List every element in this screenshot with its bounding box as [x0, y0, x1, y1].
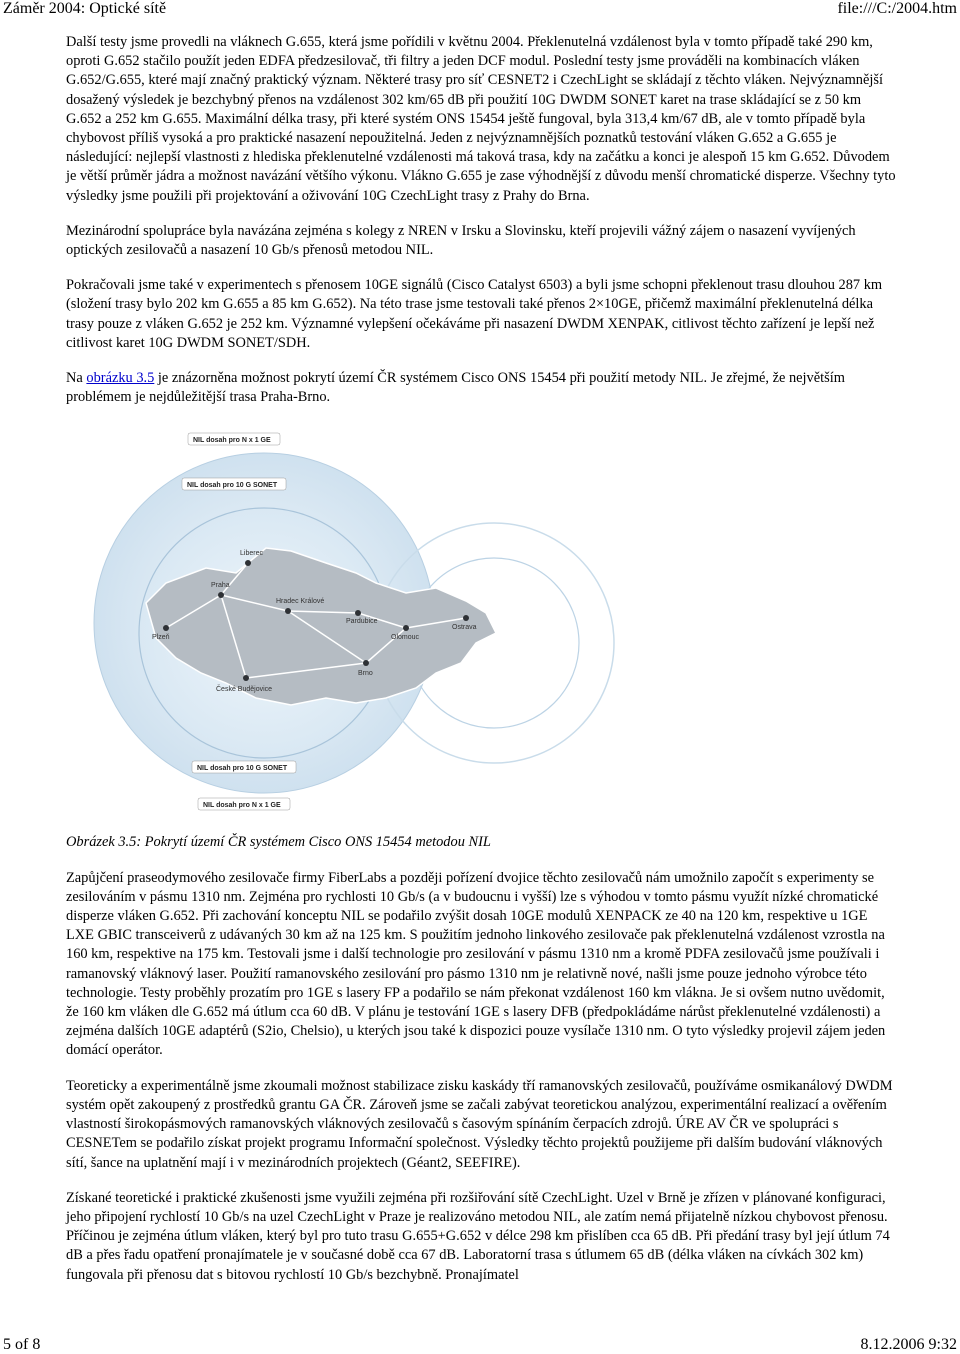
city-label-brno: Brno	[358, 670, 373, 678]
paragraph-cooperation: Mezinárodní spolupráce byla navázána zejména s kolegy z NREN v Irsku a Slovinsku, kteří projevili vážný zájem o nasazení vyvíjených optických zesilovačů a nasazení 10 Gb/s přenosů metodou NIL.	[66, 222, 856, 259]
paragraph-figure-reference	[66, 369, 896, 407]
paragraph-text-before: Na	[66, 370, 87, 387]
footer-datetime: 8.12.2006 9:32	[860, 1336, 957, 1353]
figure-caption: Obrázek 3.5: Pokrytí území ČR systémem Cisco ONS 15454 metodou NIL	[66, 834, 491, 851]
footer-page-number: 5 of 8	[3, 1336, 41, 1353]
paragraph-tests-g655: Další testy jsme provedli na vláknech G.655, která jsme pořídili v květnu 2004. Překlenutelná vzdálenost byla v tomto případě také 290 km, oproti G.652 stačilo použít jeden EDFA předzesilovač, tři filtry a jeden DCF modul. Poslední testy jsme prováděli na kombinacích vláken G.652/G.655, které mají značný praktický význam. Některé trasy pro síť CESNET2 i CzechLight se skládají z těchto vláken. Nejvýznamnější dosažený výsledek je bezchybný přenos na vzdálenost 302 km/65 dB při použití 10G DWDM SONET karet na trase skládající se z 50 km G.652 a 252 km G.655. Maximální délka trasy, při které systém ONS 15454 ještě fungoval, byla 313,4 km/67 dB, ale v tomto případě byla chybovost příliš vysoká a pro praktické nasazení nepoužitelná. Jeden z nejvýznamnějších poznatků testování vláken G.652 a G.655 je následující: nejlepší vlastnosti z hlediska překlenutelné vzdálenosti má taková trasa, kdy na začátku a konci je alespoň 15 km G.652. Důvodem je větší průměr jádra a možnost navázání většího výkonu. Vlákno G.655 je zase výhodnější z důvodu menší chromatické disperze. Všechny tyto výsledky jsme použili při projektování a oživování 10G CzechLight trasy z Prahy do Brna.	[66, 34, 896, 204]
city-label-praha: Praha	[211, 582, 230, 590]
label-n-x-1ge-bottom: NIL dosah pro N x 1 GE	[203, 802, 281, 810]
label-n-x-1ge-top: NIL dosah pro N x 1 GE	[193, 437, 271, 445]
city-label-liberec: Liberec	[240, 550, 263, 558]
header-url: file:///C:/2004.htm	[837, 0, 957, 17]
label-10g-sonet-top: NIL dosah pro 10 G SONET	[187, 482, 278, 490]
city-label-budejovice: České Budějovice	[216, 686, 273, 694]
coverage-map	[76, 423, 636, 823]
paragraph-raman-research: Teoreticky a experimentálně jsme zkoumali možnost stabilizace zisku kaskády tří ramanovských zesilovačů, používáme osmikanálový DWDM systém opět zakoupený z prostředků grantu GA ČR. Zároveň jsme se začali zabývat teoretickou analýzou, experimentální realizací a ověřením vlastností širokopásmových ramanovských vláknových zesilovačů s časovým spínáním čerpacích zdrojů. ÚRE AV ČR ve spolupráci s CESNETem se podařilo získat projekt programu Informační společnost. Výsledky těchto projektů použijeme při dalším budování vláknových sítí, šance na uplatnění mají i v mezinárodních projektech (Géant2, SEEFIRE).	[66, 1077, 893, 1171]
document-body	[66, 33, 896, 1301]
city-label-ostrava: Ostrava	[452, 624, 477, 632]
label-10g-sonet-bottom: NIL dosah pro 10 G SONET	[197, 765, 288, 773]
city-label-olomouc: Olomouc	[391, 634, 420, 642]
paragraph-pdfa-experiments: Zapůjčení praseodymového zesilovače firmy FiberLabs a později pořízení dvojice těchto zesilovačů nám umožnilo započít s experimenty se zesilováním v pásmu 1310 nm. Zejména pro rychlosti 10 Gb/s (a v budoucnu i vyšší) lze s výhodou v tomto pásmu využít nízké chromatické disperze vláken G.652. Při zachování konceptu NIL se podařilo zvýšit dosah 10GE modulů XENPACK ze 40 na 120 km, respektive u 1GE LXE GBIC transceiverů z udávaných 30 km až na 125 km. S použitím jednoho linkového zesilovače pak překlenutelná vzdálenost vzrostla na 160 km, respektive na 175 km. Testovali jsme i další technologie pro zesilování v pásmu 1310 nm a kromě PDFA zesilovačů jsme používali i ramanovský vláknový laser. Použití ramanovského zesilování pro pásmo 1310 nm je relativně nové, našli jsme pouze jednoho výrobce této technologie. Testy proběhly prozatím pro 1GE s lasery FP a podařilo se nám překonat vzdálenost 160 km vlákna. Je si ovšem nutno uvědomit, že 160 km vláken dle G.652 má útlum cca 60 dB. V plánu je testování 1GE s lasery DFB (předpokládáme nárůst překlenutelné vzdálenosti) a zejména dalších 10GE adaptérů (S2io, Chelsio), u kterých jsou také k dispozici pouze vysílače 1310 nm. O tyto výsledky projevil zájem jeden domácí operátor.	[66, 869, 886, 1059]
paragraph-text-after: je znázorněna možnost pokrytí území ČR systémem Cisco ONS 15454 při použití metody NIL. Je zřejmé, že největším problémem je nejdůležitější trasa Praha-Brno.	[66, 370, 845, 406]
paragraph-10ge-experiments: Pokračovali jsme také v experimentech s přenosem 10GE signálů (Cisco Catalyst 6503) a byli jsme schopni překlenout trasu dlouhou 287 km (složení trasy bylo 202 km G.655 a 85 km G.652). Na této trase jsme testovali také přenos 2×10GE, přičemž maximální překlenutelná délka trasy pouze z vláken G.652 je 252 km. Významné vylepšení očekáváme při nasazení DWDM XENPAK, citlivost těchto zařízení je lepší než citlivost karet 10G DWDM SONET/SDH.	[66, 277, 883, 351]
figure-link[interactable]: obrázku 3.5	[86, 370, 155, 387]
city-label-plzen: Plzeň	[152, 634, 170, 642]
paragraph-czechlight-extension: Získané teoretické i praktické zkušenosti jsme využili zejména při rozšiřování sítě CzechLight. Uzel v Brně je zřízen v plánované konfiguraci, jeho připojení rychlostí 10 Gb/s na uzel CzechLight v Praze je realizováno metodou NIL, ale zatím nemá přijatelně nízkou chybovost přenosu. Příčinou je zejména útlum vláken, který byl pro tuto trasu G.655+G.652 v délce 298 km přislíben cca 65 dB. Při předání trasy byl její útlum 74 dB a přes řadu opatření pronajímatele je v současné době cca 67 dB. Laboratorní trasa s útlumem 65 dB (délka vláken na cívkách 302 km) fungovala při přenosu dat s bitovou rychlostí 10 Gb/s bezchybně. Pronajímatel	[66, 1189, 890, 1283]
header-title: Záměr 2004: Optické sítě	[3, 0, 167, 17]
coverage-map-figure	[76, 423, 636, 823]
city-label-pardubice: Pardubice	[346, 618, 378, 626]
city-label-hradec: Hradec Králové	[276, 598, 325, 606]
